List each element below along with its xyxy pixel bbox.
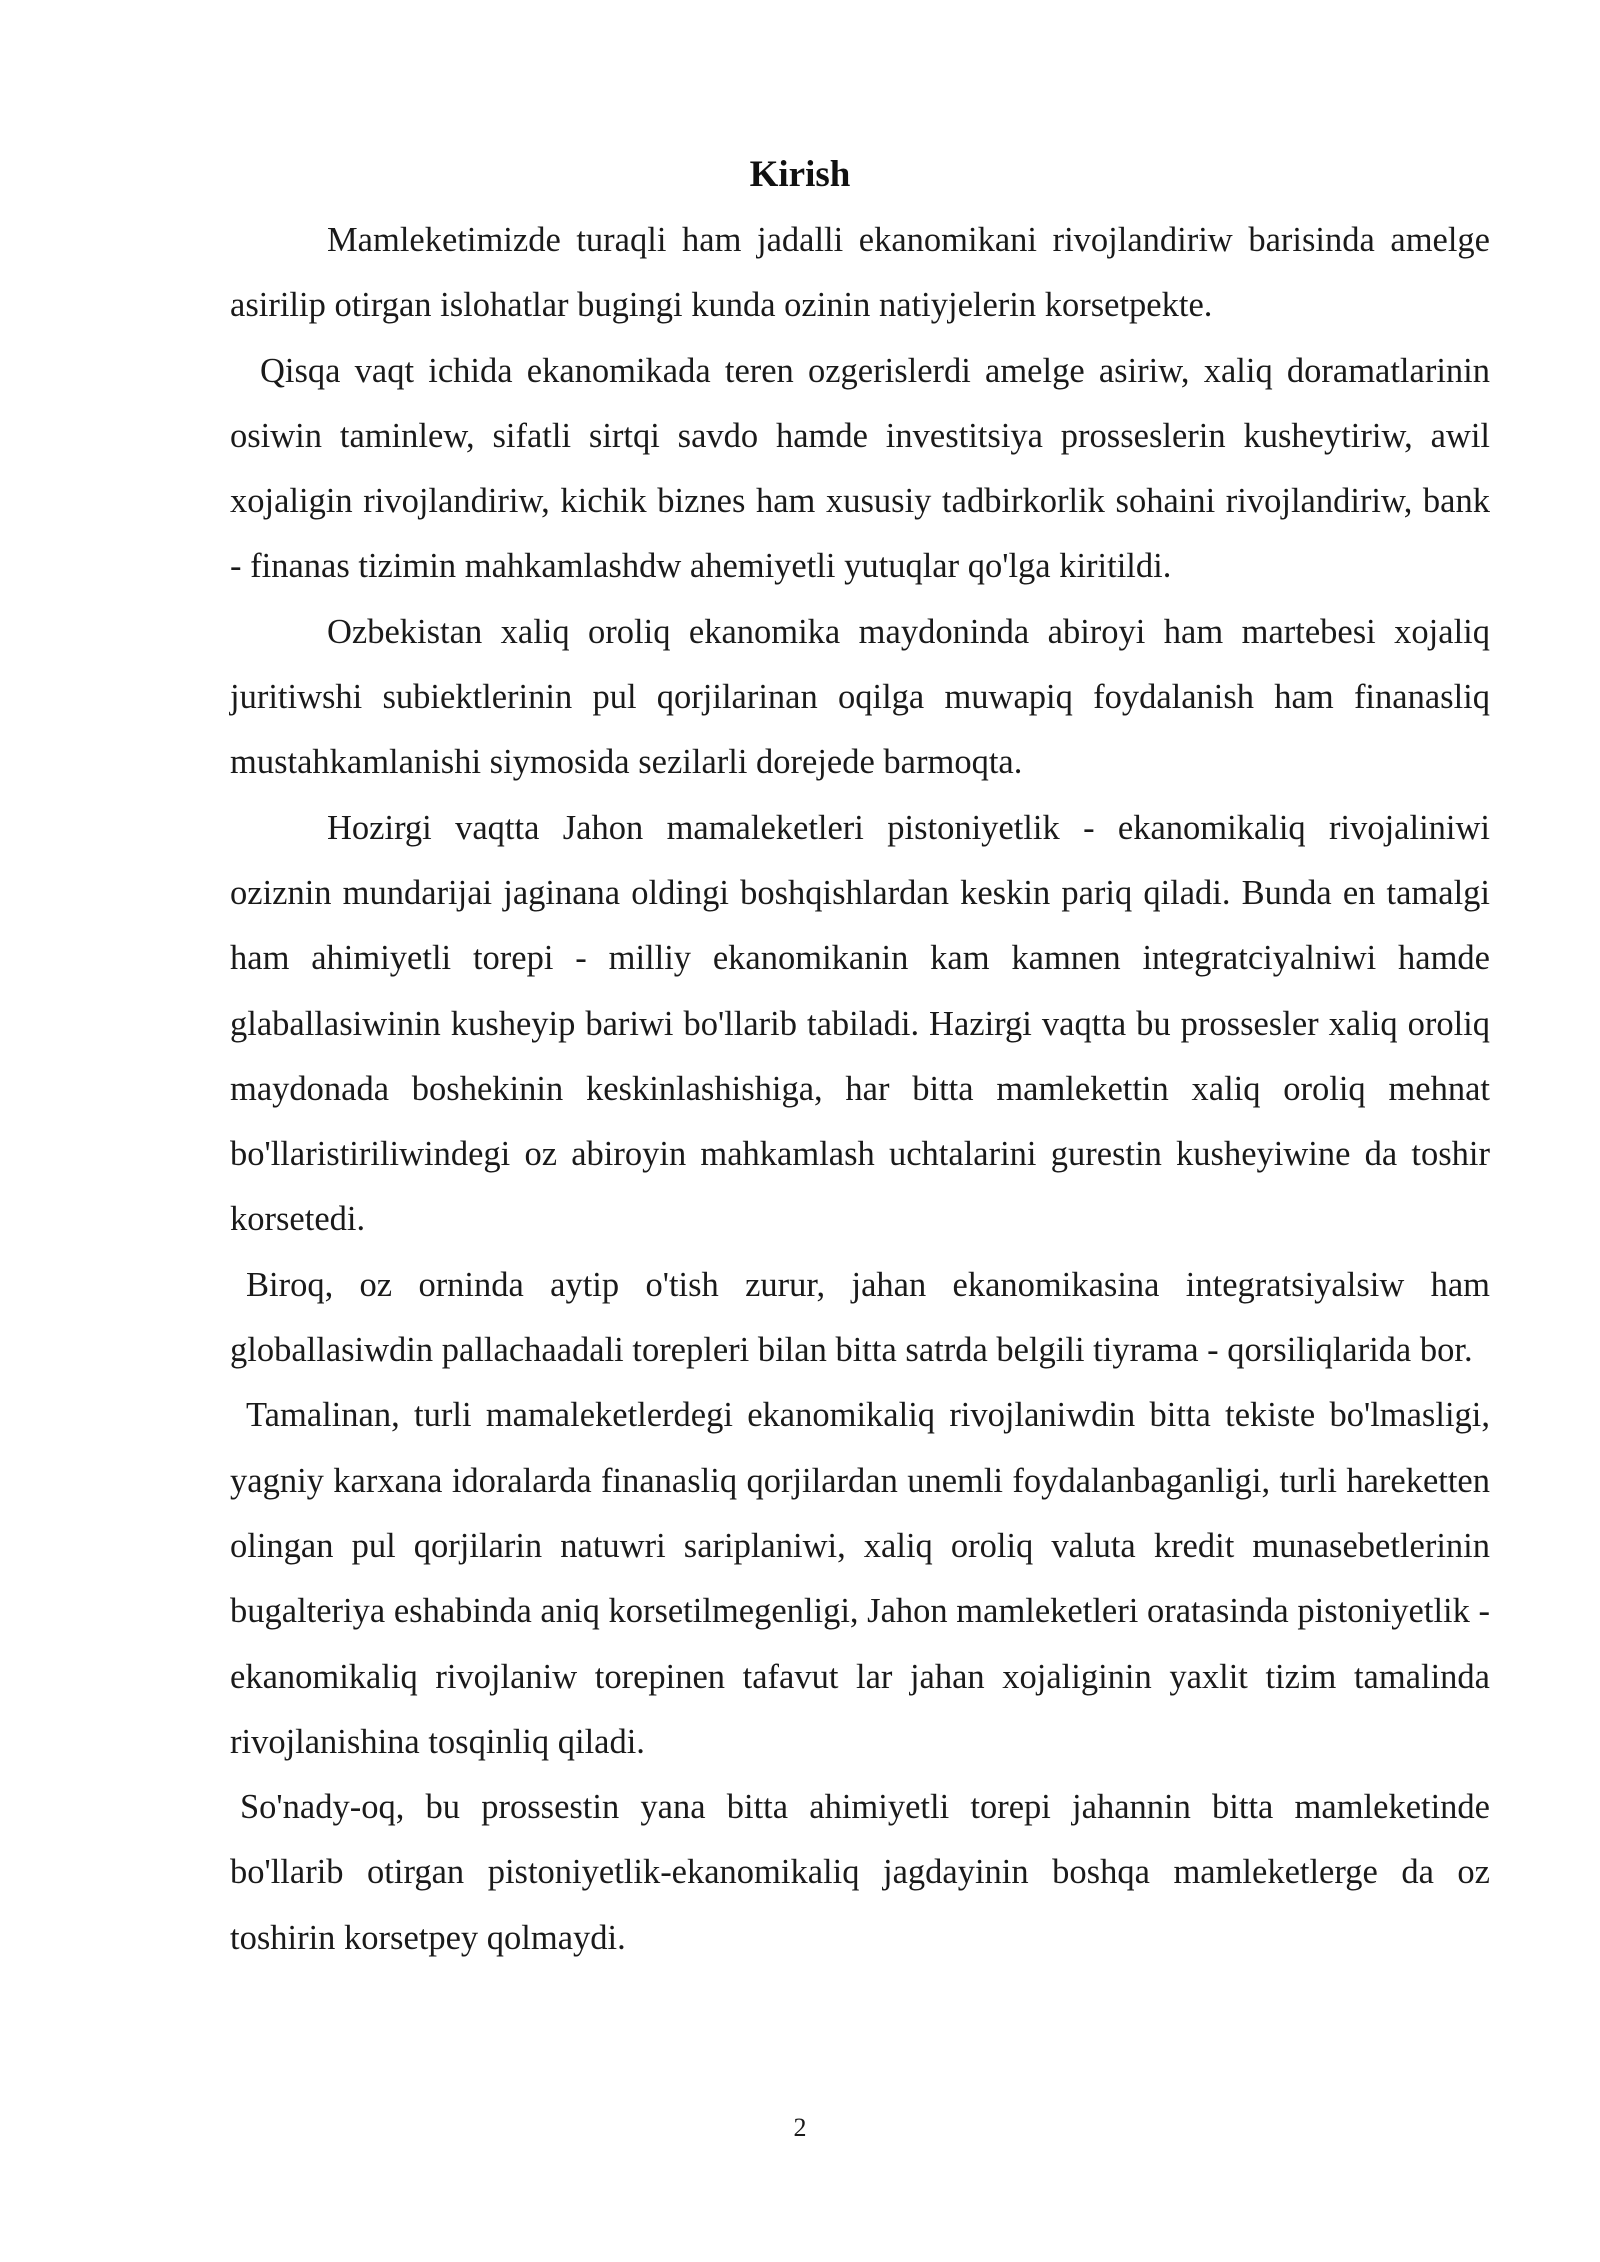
paragraph-2: Qisqa vaqt ichida ekanomikada teren ozgerislerdi amelge asiriw, xaliq doramatlarinin osiwin taminlew, sifatli sirtqi savdo hamde investitsiya prosseslerin kusheytiriw, awil xojaligin rivojlandiriw, kichik biznes ham xususiy tadbirkorlik sohaini rivojlandiriw, bank - finanas tizimin mahkamlashdw ahemiyetli yutuqlar qo'lga kiritildi. xyxy=(230,351,1490,586)
page-number: 2 xyxy=(793,2113,807,2142)
paragraph-5: Biroq, oz orninda aytip o'tish zurur, jahan ekanomikasina integratsiyalsiw ham globallasiwdin pallachaadali torepleri bilan bitta satrda belgili tiyrama - qorsiliqlarida bor. xyxy=(230,1265,1490,1370)
page-title: Kirish xyxy=(749,154,851,195)
body-text xyxy=(230,208,1490,1971)
paragraph-6: Tamalinan, turli mamaleketlerdegi ekanomikaliq rivojlaniwdin bitta tekiste bo'lmasligi, yagniy karxana idoralarda finanasliq qorjilardan unemli foydalanbaganligi, turli hareketten olingan pul qorjilarin natuwri sariplaniwi, xaliq oroliq valuta kredit munasebetlerinin bugalteriya eshabinda aniq korsetilmegenligi, Jahon mamleketleri oratasinda pistoniyetlik -ekanomikaliq rivojlaniw torepinen tafavut lar jahan xojaliginin yaxlit tizim tamalinda rivojlanishina tosqinliq qiladi. xyxy=(230,1396,1490,1761)
paragraph-7: So'nady-oq, bu prossestin yana bitta ahimiyetli torepi jahannin bitta mamleketinde bo'llarib otirgan pistoniyetlik-ekanomikaliq jagdayinin boshqa mamleketlerge da oz toshirin korsetpey qolmaydi. xyxy=(230,1788,1490,1957)
paragraph-1: Mamleketimizde turaqli ham jadalli ekanomikani rivojlandiriw barisinda amelge asirilip otirgan islohatlar bugingi kunda ozinin natiyjelerin korsetpekte. xyxy=(230,221,1490,325)
paragraph-3: Ozbekistan xaliq oroliq ekanomika maydoninda abiroyi ham martebesi xojaliq juritiwshi subiektlerinin pul qorjilarinan oqilga muwapiq foydalanish ham finanasliq mustahkamlanishi siymosida sezilarli dorejede barmoqta. xyxy=(230,612,1490,782)
paragraph-4: Hozirgi vaqtta Jahon mamaleketleri pistoniyetlik - ekanomikaliq rivojaliniwi oziznin mundarijai jaginana oldingi boshqishlardan keskin pariq qiladi. Bunda en tamalgi ham ahimiyetli torepi - milliy ekanomikanin kam kamnen integratciyalniwi hamde glaballasiwinin kusheyip bariwi bo'llarib tabiladi. Hazirgi vaqtta bu prossesler xaliq oroliq maydonada boshekinin keskinlashishiga, har bitta mamlekettin xaliq oroliq mehnat bo'llaristiriliwindegi oz abiroyin mahkamlash uchtalarini gurestin kusheyiwine da toshir korsetedi. xyxy=(230,808,1490,1239)
